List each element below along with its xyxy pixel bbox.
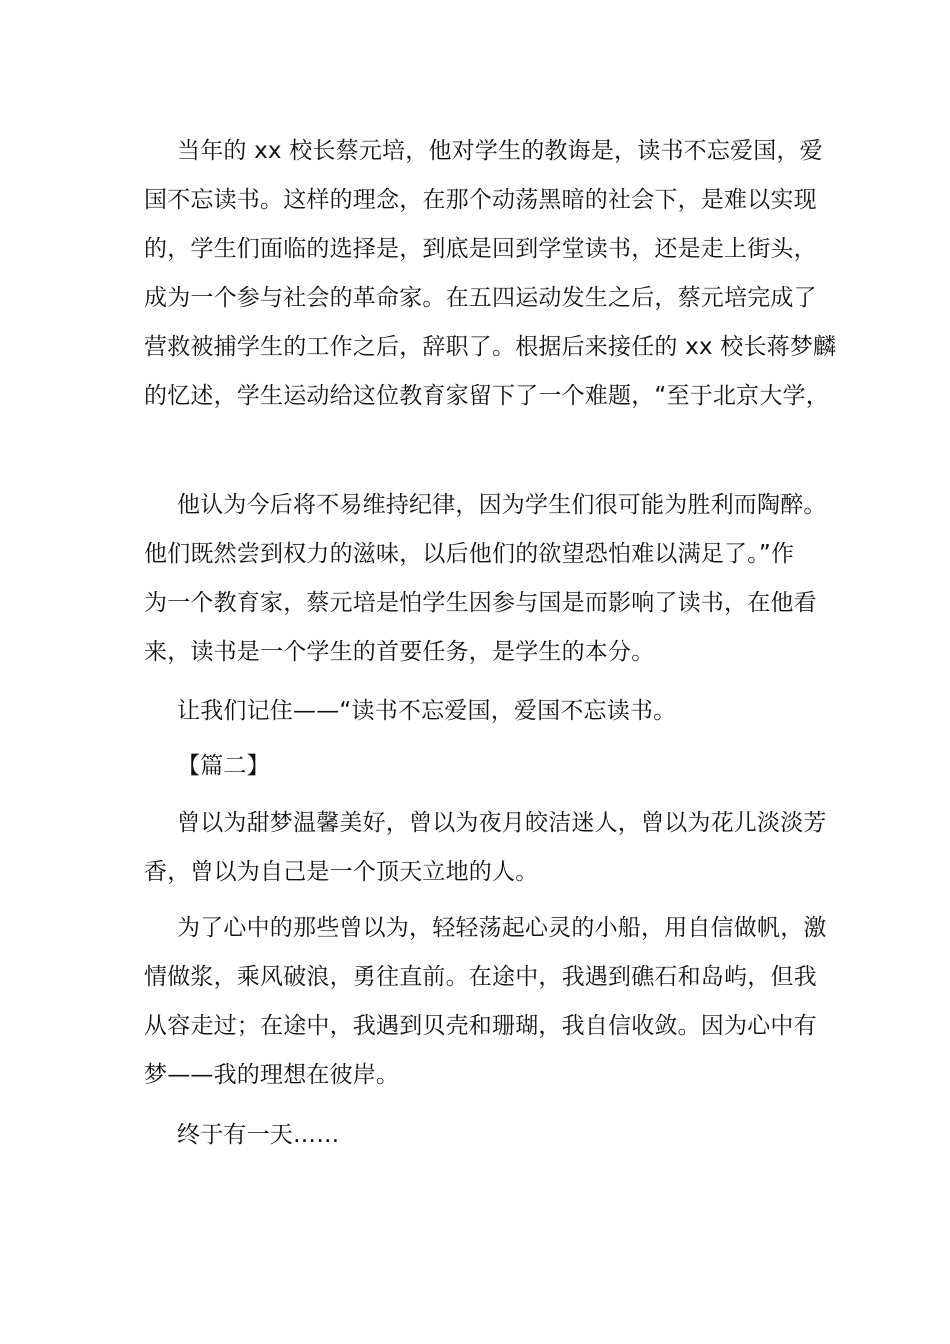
paragraph-discipline [144, 481, 827, 677]
text-line: 营救被捕学生的工作之后，辞职了。根据后来接任的 xx 校长蒋梦麟 [144, 334, 837, 360]
text-line: 当年的 xx 校长蔡元培，他对学生的教诲是，读书不忘爱国，爱 [177, 138, 823, 164]
text-line: 国不忘读书。这样的理念，在那个动荡黑暗的社会下，是难以实现 [144, 187, 817, 213]
text-line: 他认为今后将不易维持纪律，因为学生们很可能为胜利而陶醉。 [177, 492, 827, 518]
text-line: 成为一个参与社会的革命家。在五四运动发生之后，蔡元培完成了 [144, 285, 817, 311]
section-heading [144, 742, 814, 791]
paragraph-cai-yuanpei [144, 127, 837, 421]
paragraph-once-thought [144, 799, 827, 897]
text-line: 曾以为甜梦温馨美好，曾以为夜月皎洁迷人，曾以为花儿淡淡芳 [177, 810, 827, 836]
text-line: 终于有一天…… [177, 1122, 340, 1148]
section-title: 【篇二】 [177, 753, 270, 779]
paragraph-remember [144, 687, 814, 736]
text-line: 为一个教育家，蔡元培是怕学生因参与国是而影响了读书，在他看 [144, 590, 817, 616]
paragraph-one-day [144, 1111, 814, 1160]
text-line: 梦——我的理想在彼岸。 [144, 1062, 400, 1088]
text-line: 让我们记住——“读书不忘爱国，爱国不忘读书。 [177, 698, 677, 724]
paragraph-little-boat [144, 904, 827, 1100]
text-line: 的忆述，学生运动给这位教育家留下了一个难题，“至于北京大学， [144, 383, 829, 409]
text-line: 从容走过；在途中，我遇到贝壳和珊瑚，我自信收敛。因为心中有 [144, 1013, 817, 1039]
text-line: 来，读书是一个学生的首要任务，是学生的本分。 [144, 639, 655, 665]
text-line: 为了心中的那些曾以为，轻轻荡起心灵的小船，用自信做帆，激 [177, 915, 827, 941]
text-line: 的，学生们面临的选择是，到底是回到学堂读书，还是走上街头， [144, 236, 817, 262]
text-line: 他们既然尝到权力的滋味，以后他们的欲望恐怕难以满足了。”作 [144, 541, 795, 567]
text-line: 情做浆，乘风破浪，勇往直前。在途中，我遇到礁石和岛屿，但我 [144, 964, 817, 990]
text-line: 香，曾以为自己是一个顶天立地的人。 [144, 859, 539, 885]
